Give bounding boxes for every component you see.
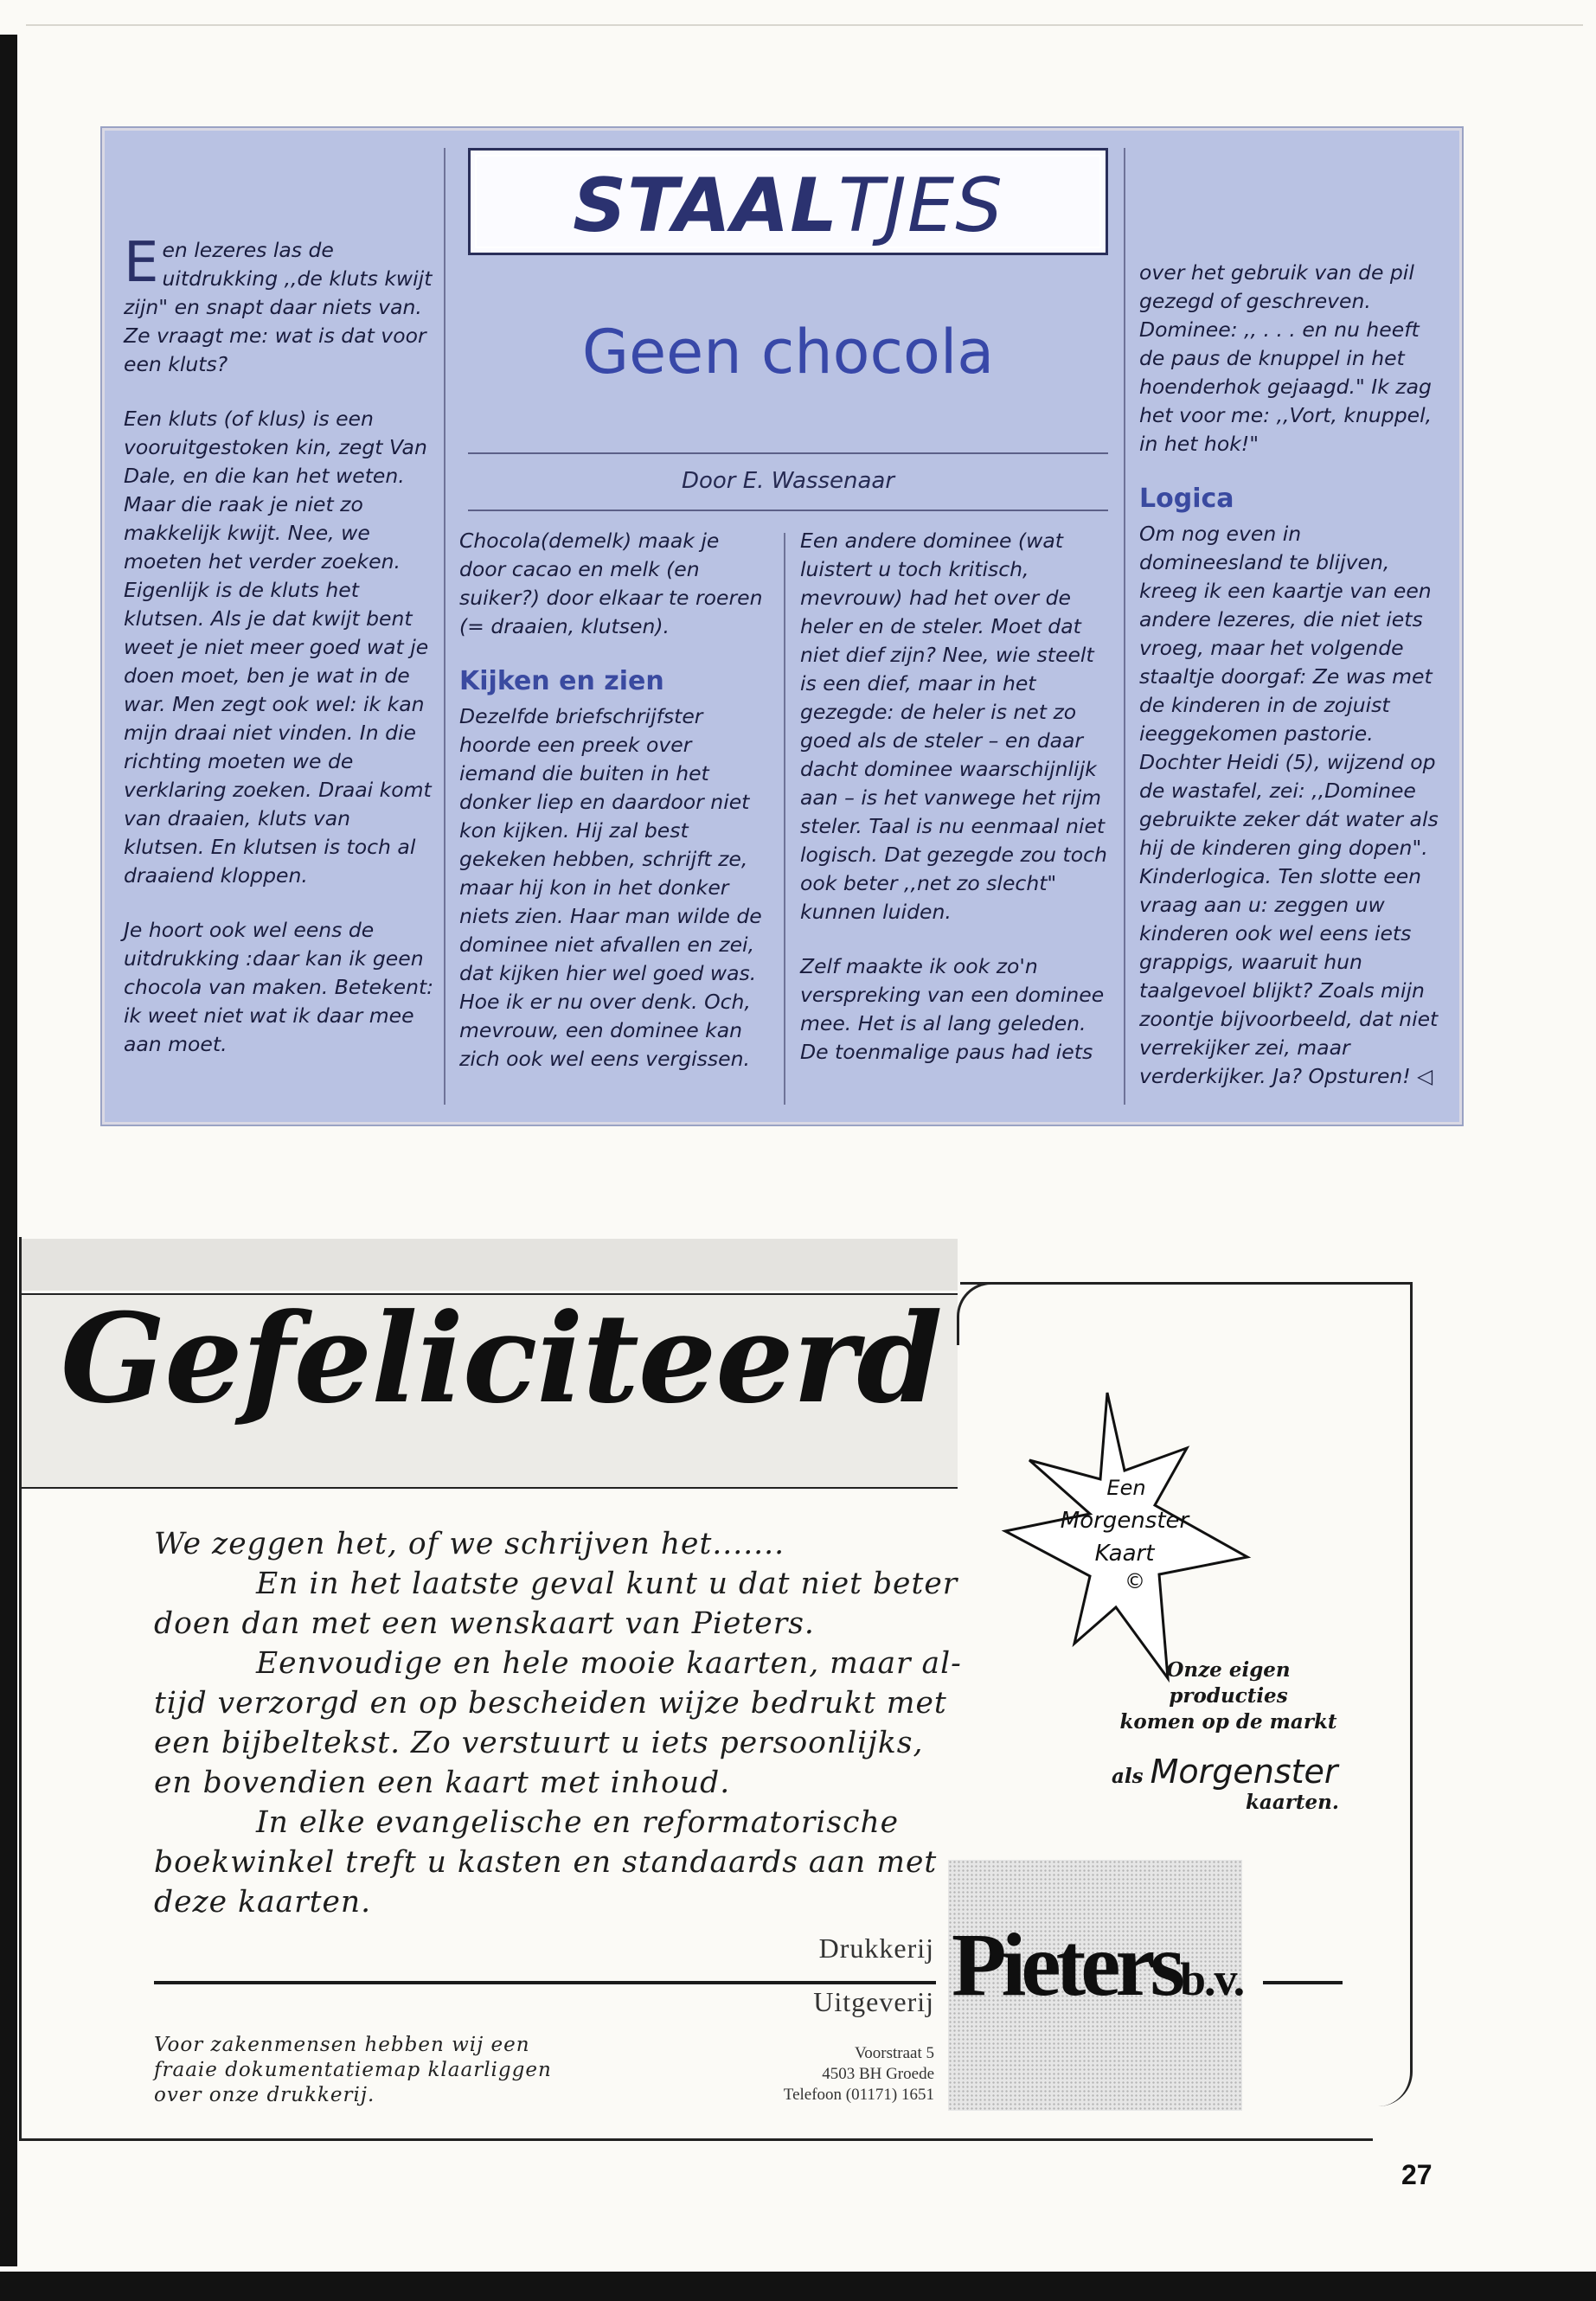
byline-rule	[468, 510, 1108, 511]
business-line: Voor zakenmensen hebben wij een	[154, 2034, 530, 2056]
star-text-3: Kaart	[1094, 1541, 1155, 1567]
article-headline: Geen chocola	[581, 317, 995, 388]
article-column-1	[124, 231, 437, 1085]
column-divider	[1124, 148, 1125, 1105]
paragraph: Een kluts (of klus) is een vooruitgestoken kin, zegt Van Dale, en die kan het weten. Maar die raak je niet zo makkelijk kwijt. Nee, we moeten het verder zoeken. Eigenlijk is de kluts het klutsen. Als je dat kwijt bent weet je niet meer goed wat je doen moet, ben je wat in de war. Men zegt ook wel: ik kan mijn draai niet vinden. In die richting moeten we de verklaring zoeken. Draai komt van draaien, kluts van klutsen. En klutsen is toch al draaiend kloppen.	[124, 407, 432, 888]
logo-rule	[1263, 1981, 1343, 1984]
company-logo	[952, 1913, 1243, 2016]
business-line: fraaie dokumentatiemap klaarliggen	[154, 2059, 552, 2081]
ad-header-band	[19, 1239, 958, 1291]
ad-border	[19, 2138, 1373, 2141]
ad-line: doen dan met een wenskaart van Pieters.	[154, 1606, 815, 1641]
caption-prefix: als	[1112, 1765, 1144, 1788]
column-divider	[444, 148, 445, 1105]
article-column-2	[459, 527, 771, 1099]
caption-brand: Morgenster	[1150, 1753, 1338, 1791]
uitgeverij-label: Uitgeverij	[813, 1986, 934, 2017]
ad-body-text	[154, 1524, 962, 1922]
ad-line: In elke evangelische en reformatorische	[256, 1805, 900, 1840]
ad-line: deze kaarten.	[154, 1885, 372, 1920]
company-address	[709, 2043, 934, 2106]
caption-brand-line	[1112, 1753, 1338, 1791]
ad-rule	[154, 1981, 936, 1984]
column-divider	[784, 533, 785, 1105]
paragraph: over het gebruik van de pil gezegd of geschreven. Dominee: ,, . . . en nu heeft de paus de knuppel in het hoenderhok gejaagd." Ik zag het voor me: ,,Vort, knuppel, in het hok!"	[1139, 260, 1433, 456]
company-suffix: b.v.	[1180, 1953, 1244, 2005]
ad-line: een bijbeltekst. Zo verstuurt u iets persoonlijks,	[154, 1726, 924, 1760]
ad-line: en bovendien een kaart met inhoud.	[154, 1766, 731, 1800]
subheading: Logica	[1139, 484, 1234, 514]
paragraph: Zelf maakte ik ook zo'n verspreking van een dominee mee. Het is al lang geleden. De toenmalige paus had iets	[800, 954, 1105, 1064]
paragraph: Je hoort ook wel eens de uitdrukking :daar kan ik geen chocola van maken. Betekent: ik weet niet wat ik daar mee aan moet.	[124, 918, 434, 1056]
section-title: STAALTJES	[573, 163, 1003, 249]
caption-line: komen op de markt	[1119, 1710, 1337, 1734]
ad-headline: Gefeliciteerd	[61, 1287, 942, 1431]
caption-last: kaarten.	[1246, 1791, 1339, 1814]
ad-line: Eenvoudige en hele mooie kaarten, maar al-	[256, 1646, 962, 1681]
star-text-1: Een	[1106, 1476, 1146, 1500]
star-caption	[1099, 1657, 1358, 1735]
page-number: 27	[1401, 2159, 1433, 2190]
business-note	[154, 2033, 638, 2108]
ad-line: tijd verzorgd en op bescheiden wijze bedrukt met	[154, 1686, 947, 1721]
ad-line: En in het laatste geval kunt u dat niet beter	[256, 1567, 958, 1601]
paragraph: en lezeres las de uitdrukking ,,de kluts kwijt zijn" en snapt daar niets van. Ze vraagt me: wat is dat voor een kluts?	[124, 238, 433, 376]
star-text-4: ©	[1125, 1569, 1145, 1593]
article-column-3	[800, 527, 1112, 1093]
ad-border	[19, 1237, 22, 2141]
byline: Door E. Wassenaar	[681, 468, 895, 494]
staaltjes-article	[102, 128, 1462, 1125]
page-top-rule	[26, 24, 1583, 26]
address-line: Telefoon (01171) 1651	[783, 2086, 934, 2104]
paragraph: Een andere dominee (wat luistert u toch kritisch, mevrouw) had het over de heler en de steler. Moet dat niet dief zijn? Nee, wie steelt is een dief, maar in het gezegde: de heler is net zo goed als de steler – en daar dacht dominee waarschijnlijk aan – is het vanwege het rijm steler. Taal is nu eenmaal niet logisch. Dat gezegde zou toch ook beter ,,net zo slecht" kunnen luiden.	[800, 529, 1107, 924]
paragraph: Chocola(demelk) maak je door cacao en melk (en suiker?) door elkaar te roeren (= draaien, klutsen).	[459, 529, 763, 638]
article-column-4	[1139, 259, 1451, 1117]
ad-line: boekwinkel treft u kasten en standaards aan met	[154, 1845, 938, 1880]
ad-line: We zeggen het, of we schrijven het.......	[154, 1527, 785, 1561]
drop-cap: E	[124, 231, 159, 295]
paragraph: Om nog even in domineesland te blijven, kreeg ik een kaartje van een andere lezeres, die niet iets vroeg, maar het volgende staaltje doorgaf: Ze was met de kinderen in de zojuist ieeggekomen pastorie. Dochter Heidi (5), wijzend op de wastafel, zei: ,,Dominee gebruikte zeker dát water als hij de kinderen ging dopen". Kinderlogica. Ten slotte een vraag aan u: zeggen uw kinderen ook wel eens iets grappigs, waaruit hun taalgevoel blijkt? Zoals mijn zoontje bijvoorbeeld, dat niet verrekijker zei, maar verderkijker. Ja? Opsturen! ◁	[1139, 522, 1439, 1088]
address-line: 4503 BH Groede	[822, 2065, 934, 2083]
section-title-box	[468, 148, 1108, 255]
address-line: Voorstraat 5	[855, 2044, 934, 2062]
business-line: over onze drukkerij.	[154, 2084, 375, 2106]
headline-rule	[468, 452, 1108, 454]
drukkerij-label: Drukkerij	[818, 1932, 934, 1964]
morgenster-star-logo	[995, 1384, 1280, 1704]
company-name: Pieters	[952, 1915, 1181, 2015]
scan-left-edge	[0, 35, 17, 2266]
scan-bottom-edge	[0, 2272, 1596, 2301]
caption-line: producties	[1169, 1684, 1288, 1708]
caption-line: Onze eigen	[1166, 1658, 1291, 1682]
paragraph: Dezelfde briefschrijfster hoorde een preek over iemand die buiten in het donker liep en daardoor niet kon kijken. Hij zal best gekeken hebben, schrijft ze, maar hij kon in het donker niets zien. Haar man wilde de dominee niet afvallen en zei, dat kijken hier wel goed was. Hoe ik er nu over denk. Och, mevrouw, een dominee kan zich ook wel eens vergissen.	[459, 704, 762, 1071]
star-text-2: Morgenster	[1060, 1508, 1189, 1534]
subheading: Kijken en zien	[459, 666, 664, 696]
